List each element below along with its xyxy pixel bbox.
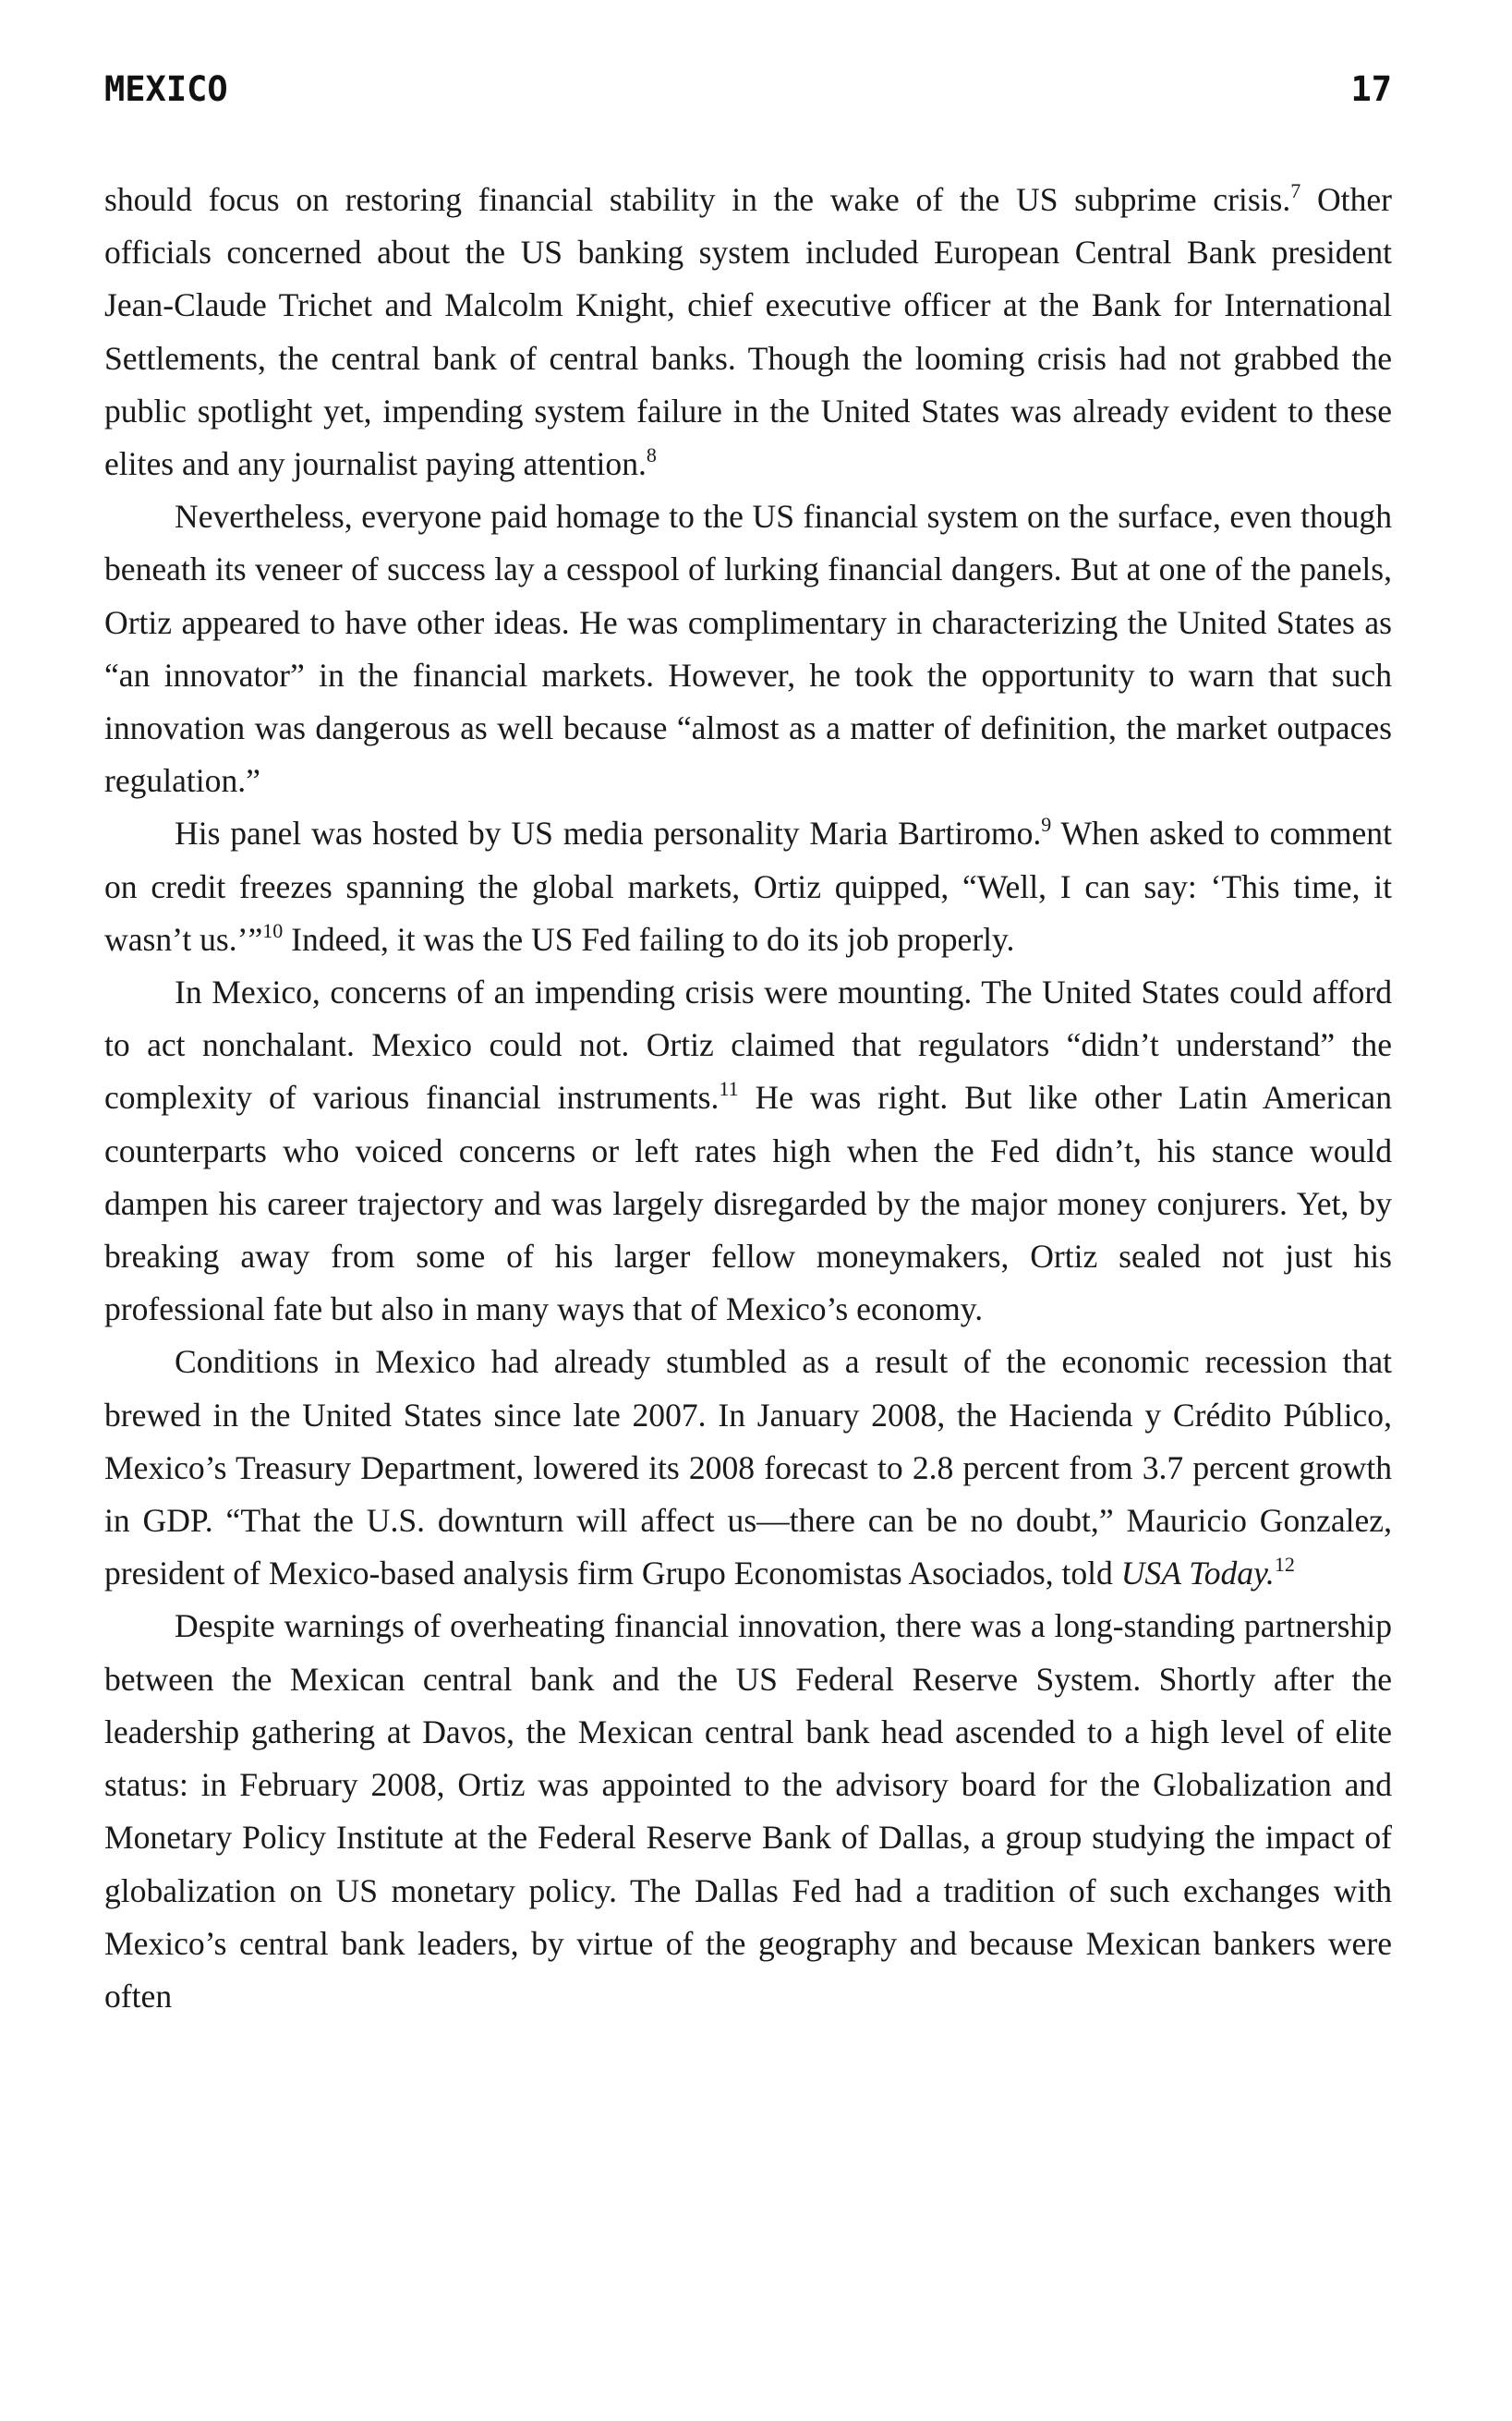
page-number: 17 xyxy=(1350,68,1392,109)
paragraph-text: His panel was hosted by US media personality Maria Bartiromo. xyxy=(175,815,1042,853)
paragraph xyxy=(104,174,1392,490)
paragraph-text: Other officials concerned about the US banking system included European Central Bank president Jean-Claude Trichet and Malcolm Knight, chief executive officer at the Bank for International Settlements, the central bank of central banks. Though the looming crisis had not grabbed the public spotlight yet, impending system failure in the United States was already evident to these elites and any journalist paying attention. xyxy=(104,181,1392,483)
footnote-ref: 10 xyxy=(262,918,284,942)
paragraph-text: He was right. But like other Latin American counterparts who voiced concerns or left rates high when the Fed didn’t, his stance would dampen his career trajectory and was largely disregarded by the major money conjurers. Yet, by breaking away from some of his larger fellow moneymakers, Ortiz sealed not just his professional fate but also in many ways that of Mexico’s economy. xyxy=(104,1079,1392,1328)
footnote-ref: 12 xyxy=(1274,1553,1295,1577)
paragraph-text: Indeed, it was the US Fed failing to do its job properly. xyxy=(283,920,1015,958)
paragraph-text: Nevertheless, everyone paid homage to the US financial system on the surface, even though beneath its veneer of success lay a cesspool of lurking financial dangers. But at one of the panels, Ortiz appeared to have other ideas. He was complimentary in characterizing the United States as “an innovator” in the financial markets. However, he took the opportunity to warn that such innovation was dangerous as well because “almost as a matter of definition, the market outpaces regulation.” xyxy=(104,498,1392,800)
paragraph-text: should focus on restoring financial stability in the wake of the US subprime crisis. xyxy=(104,181,1291,218)
paragraph-text: When asked to comment on credit freezes spanning the global markets, Ortiz quipped, “Well, I can say: ‘This time, it wasn’t us.’” xyxy=(104,815,1392,958)
paragraph-text: In Mexico, concerns of an impending crisis were mounting. The United States could afford to act nonchalant. Mexico could not. Ortiz claimed that regulators “didn’t understand” the complexity of various financial instruments. xyxy=(104,974,1392,1117)
publication-title: USA Today. xyxy=(1120,1555,1275,1592)
paragraph xyxy=(104,807,1392,966)
running-head xyxy=(104,61,1392,116)
paragraph xyxy=(104,1336,1392,1600)
body-text xyxy=(104,174,1392,2023)
paragraph xyxy=(104,966,1392,1336)
paragraph xyxy=(104,1600,1392,2023)
footnote-ref: 9 xyxy=(1041,813,1052,837)
footnote-ref: 7 xyxy=(1290,179,1301,202)
footnote-ref: 8 xyxy=(646,443,657,467)
section-title: MEXICO xyxy=(104,68,228,109)
footnote-ref: 11 xyxy=(719,1077,739,1101)
paragraph-text: Despite warnings of overheating financial innovation, there was a long-standing partnership between the Mexican central bank and the US Federal Reserve System. Shortly after the leadership gathering at Davos, the Mexican central bank head ascended to a high level of elite status: in February 2008, Ortiz was appointed to the advisory board for the Globalization and Monetary Policy Institute at the Federal Reserve Bank of Dallas, a group studying the impact of globalization on US monetary policy. The Dallas Fed had a tradition of such exchanges with Mexico’s central bank leaders, by virtue of the geography and because Mexican bankers were often xyxy=(104,1607,1392,2015)
paragraph xyxy=(104,490,1392,807)
paragraph-text: Conditions in Mexico had already stumbled as a result of the economic recession that brewed in the United States since late 2007. In January 2008, the Hacienda y Crédito Público, Mexico’s Treasury Department, lowered its 2008 forecast to 2.8 percent from 3.7 percent growth in GDP. “That the U.S. downturn will affect us—there can be no doubt,” Mauricio Gonzalez, president of Mexico-based analysis firm Grupo Economistas Asociados, told xyxy=(104,1343,1392,1592)
